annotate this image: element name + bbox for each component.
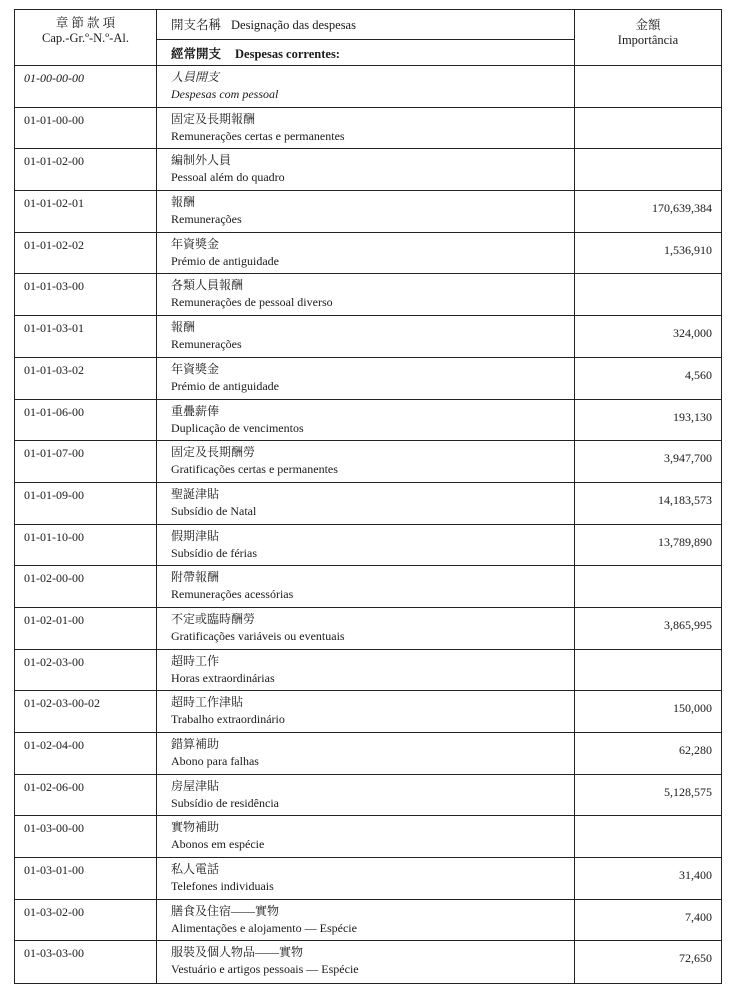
- row-description: [157, 358, 575, 399]
- row-description-zh: 年資獎金: [171, 361, 220, 376]
- row-amount: [575, 149, 721, 190]
- row-description: [157, 233, 575, 274]
- row-code: 01-03-00-00: [15, 816, 157, 857]
- row-description-pt: Subsídio de Natal: [171, 503, 257, 518]
- budget-table: [14, 9, 722, 984]
- row-description-pt: Telefones individuais: [171, 879, 274, 894]
- row-amount: 14,183,573: [658, 492, 712, 507]
- row-description-zh: 各類人員報酬: [171, 278, 244, 293]
- row-code: 01-02-03-00-02: [15, 691, 157, 732]
- row-code: 01-01-07-00: [15, 441, 157, 482]
- row-description-zh: 固定及長期酬勞: [171, 445, 256, 460]
- row-description: [157, 691, 575, 732]
- row-description: [157, 400, 575, 441]
- row-description: [157, 816, 575, 857]
- row-description-zh: 服裝及個人物品——實物: [171, 945, 304, 960]
- row-description-pt: Prémio de antiguidade: [171, 253, 279, 268]
- header-amount-zh: 金額: [635, 18, 661, 32]
- row-amount: [575, 566, 721, 607]
- row-description: [157, 858, 575, 899]
- row-code: 01-01-03-00: [15, 274, 157, 315]
- row-code: 01-01-03-01: [15, 316, 157, 357]
- row-amount: 170,639,384: [652, 201, 712, 216]
- table-row: [15, 608, 721, 650]
- header-description-title: [157, 10, 574, 40]
- row-amount: 1,536,910: [664, 242, 712, 257]
- table-row: [15, 566, 721, 608]
- row-amount: 31,400: [679, 868, 712, 883]
- table-row: [15, 691, 721, 733]
- table-row: [15, 858, 721, 900]
- row-description-pt: Gratificações certas e permanentes: [171, 462, 338, 477]
- row-amount: [575, 816, 721, 857]
- row-description-pt: Abonos em espécie: [171, 837, 265, 852]
- row-description-zh: 編制外人員: [171, 153, 232, 168]
- table-row: [15, 108, 721, 150]
- row-description-zh: 私人電話: [171, 862, 220, 877]
- row-description-pt: Remunerações de pessoal diverso: [171, 295, 333, 310]
- row-description-pt: Vestuário e artigos pessoais — Espécie: [171, 962, 359, 977]
- row-amount: 324,000: [673, 326, 712, 341]
- row-description-pt: Prémio de antiguidade: [171, 378, 279, 393]
- row-code: 01-01-10-00: [15, 525, 157, 566]
- row-description: [157, 525, 575, 566]
- row-amount: 193,130: [673, 409, 712, 424]
- row-code: 01-01-09-00: [15, 483, 157, 524]
- row-code: 01-03-01-00: [15, 858, 157, 899]
- row-description: [157, 441, 575, 482]
- row-description: [157, 483, 575, 524]
- row-description-zh: 報酬: [171, 195, 196, 210]
- row-amount: 3,947,700: [664, 451, 712, 466]
- row-code: 01-01-06-00: [15, 400, 157, 441]
- row-description-zh: 超時工作: [171, 653, 220, 668]
- row-description-pt: Despesas com pessoal: [171, 87, 279, 101]
- table-header: [15, 10, 721, 66]
- table-row: [15, 483, 721, 525]
- row-description: [157, 191, 575, 232]
- row-description: [157, 900, 575, 941]
- row-amount: 4,560: [685, 367, 712, 382]
- row-description-pt: Remunerações certas e permanentes: [171, 128, 345, 143]
- table-row: [15, 941, 721, 983]
- header-section-zh: 經常開支: [171, 47, 222, 61]
- header-code-pt: Cap.-Gr.º-N.º-Al.: [42, 31, 129, 45]
- table-row: [15, 525, 721, 567]
- row-code: 01-00-00-00: [15, 66, 157, 107]
- row-amount: 150,000: [673, 701, 712, 716]
- row-description-zh: 聖誕津貼: [171, 486, 220, 501]
- row-code: 01-03-02-00: [15, 900, 157, 941]
- row-amount: [575, 650, 721, 691]
- row-code: 01-01-00-00: [15, 108, 157, 149]
- row-description-pt: Gratificações variáveis ou eventuais: [171, 628, 345, 643]
- header-section-pt: Despesas correntes:: [235, 47, 340, 61]
- row-description-zh: 附帶報酬: [171, 570, 220, 585]
- table-row: [15, 191, 721, 233]
- row-amount: [575, 66, 721, 107]
- row-description: [157, 316, 575, 357]
- table-row: [15, 650, 721, 692]
- row-description: [157, 274, 575, 315]
- row-description-pt: Remunerações: [171, 337, 242, 352]
- row-description-zh: 房屋津貼: [171, 778, 220, 793]
- table-row: [15, 274, 721, 316]
- row-code: 01-02-03-00: [15, 650, 157, 691]
- row-description-zh: 年資獎金: [171, 236, 220, 251]
- row-description: [157, 149, 575, 190]
- row-amount: [575, 108, 721, 149]
- row-code: 01-02-01-00: [15, 608, 157, 649]
- row-description-zh: 報酬: [171, 320, 196, 335]
- row-description: [157, 775, 575, 816]
- table-row: [15, 900, 721, 942]
- table-row: [15, 233, 721, 275]
- header-amount-pt: Importância: [617, 33, 679, 47]
- row-description-pt: Subsídio de residência: [171, 795, 279, 810]
- row-description-zh: 超時工作津貼: [171, 695, 244, 710]
- table-row: [15, 733, 721, 775]
- table-row: [15, 400, 721, 442]
- row-code: 01-03-03-00: [15, 941, 157, 983]
- header-code-column: [15, 10, 157, 65]
- row-code: 01-02-04-00: [15, 733, 157, 774]
- row-amount: 72,650: [679, 951, 712, 966]
- row-code: 01-01-02-00: [15, 149, 157, 190]
- row-description: [157, 108, 575, 149]
- row-description-pt: Pessoal além do quadro: [171, 170, 285, 185]
- row-code: 01-01-02-02: [15, 233, 157, 274]
- row-description-pt: Subsídio de férias: [171, 545, 257, 560]
- row-description-pt: Remunerações acessórias: [171, 587, 294, 602]
- row-amount: 5,128,575: [664, 784, 712, 799]
- table-row: [15, 316, 721, 358]
- table-row: [15, 66, 721, 108]
- header-code-zh: 章 節 款 項: [55, 16, 116, 30]
- row-description-zh: 人員開支: [171, 70, 220, 84]
- row-description: [157, 650, 575, 691]
- row-amount: 7,400: [685, 909, 712, 924]
- row-description: [157, 733, 575, 774]
- row-amount: 62,280: [679, 743, 712, 757]
- row-amount: 13,789,890: [658, 534, 712, 549]
- row-description-zh: 膳食及住宿——實物: [171, 903, 280, 918]
- row-description-zh: 重疊薪俸: [171, 403, 220, 418]
- row-description: [157, 66, 575, 107]
- row-description: [157, 608, 575, 649]
- table-row: [15, 441, 721, 483]
- table-row: [15, 816, 721, 858]
- row-code: 01-01-03-02: [15, 358, 157, 399]
- row-description-zh: 實物補助: [171, 820, 220, 835]
- row-amount: [575, 274, 721, 315]
- row-description-zh: 固定及長期報酬: [171, 111, 256, 126]
- header-desc-pt: Designação das despesas: [231, 18, 356, 32]
- row-description-pt: Abono para falhas: [171, 754, 259, 768]
- row-amount: 3,865,995: [664, 617, 712, 632]
- table-row: [15, 775, 721, 817]
- row-description-pt: Horas extraordinárias: [171, 670, 275, 685]
- header-amount-column: [575, 10, 721, 65]
- row-description-pt: Trabalho extraordinário: [171, 712, 285, 727]
- row-description-pt: Alimentações e alojamento — Espécie: [171, 920, 357, 935]
- row-description: [157, 566, 575, 607]
- row-code: 01-01-02-01: [15, 191, 157, 232]
- row-description: [157, 941, 575, 983]
- row-description-zh: 錯算補助: [171, 737, 220, 751]
- header-section: [157, 40, 574, 65]
- table-body: [15, 66, 721, 983]
- row-description-zh: 假期津貼: [171, 528, 220, 543]
- row-description-zh: 不定或臨時酬勞: [171, 611, 256, 626]
- header-desc-zh: 開支名稱: [171, 18, 222, 32]
- table-row: [15, 358, 721, 400]
- row-code: 01-02-00-00: [15, 566, 157, 607]
- row-code: 01-02-06-00: [15, 775, 157, 816]
- row-description-pt: Remunerações: [171, 212, 242, 227]
- header-description-column: [157, 10, 575, 65]
- row-description-pt: Duplicação de vencimentos: [171, 420, 304, 435]
- table-row: [15, 149, 721, 191]
